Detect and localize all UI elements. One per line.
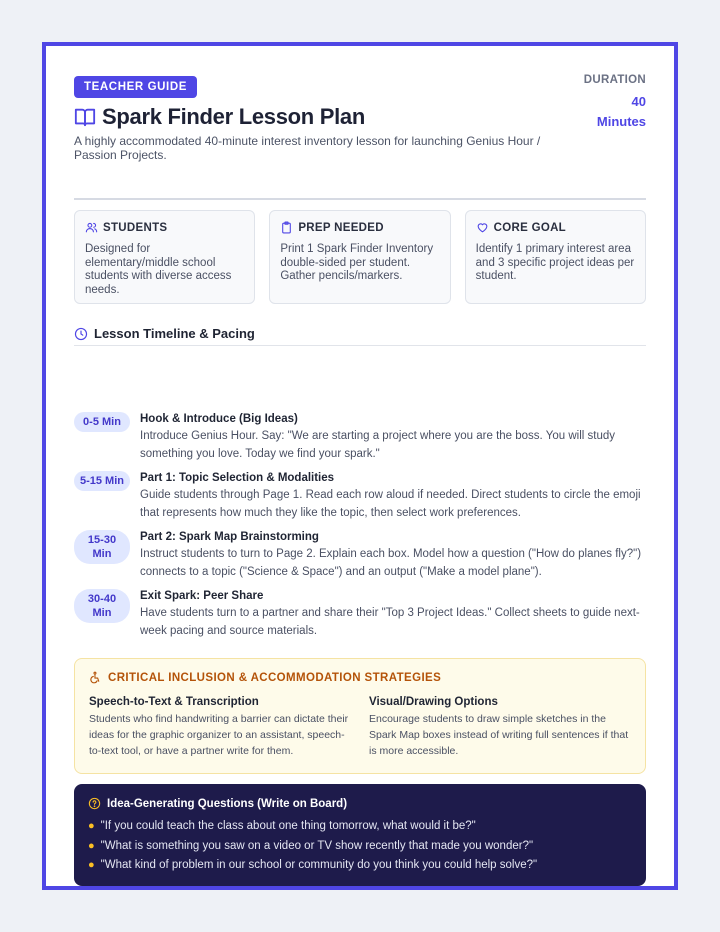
goal-card bbox=[465, 210, 646, 304]
questions-list bbox=[88, 817, 632, 876]
timeline-row-text bbox=[140, 530, 646, 581]
page-title: Spark Finder Lesson Plan bbox=[102, 104, 365, 129]
duration-block bbox=[584, 74, 646, 132]
duration-value bbox=[584, 92, 646, 132]
accommodation-heading bbox=[89, 671, 631, 684]
title-row bbox=[74, 104, 646, 130]
card-header bbox=[280, 221, 439, 234]
prep-card bbox=[269, 210, 450, 304]
info-cards bbox=[74, 210, 646, 304]
accommodation-columns bbox=[89, 696, 631, 759]
question-text: "What kind of problem in our school or community do you think you could help solve?" bbox=[100, 859, 538, 871]
question-text: "If you could teach the class about one thing tomorrow, what would it be?" bbox=[100, 820, 476, 832]
accommodation-item bbox=[369, 696, 631, 759]
time-pill: 15-30 Min bbox=[74, 530, 130, 564]
questions-panel bbox=[74, 784, 646, 886]
bullet-icon: ● bbox=[88, 859, 95, 871]
card-title: STUDENTS bbox=[103, 221, 168, 234]
question-item bbox=[88, 856, 632, 876]
card-body: Designed for elementary/middle school students with diverse access needs. bbox=[85, 243, 232, 296]
accommodation-title: Speech-to-Text & Transcription bbox=[89, 696, 259, 708]
timeline-row-text bbox=[140, 589, 646, 640]
page-content bbox=[74, 74, 646, 886]
clipboard-icon bbox=[280, 221, 293, 234]
users-icon bbox=[85, 221, 98, 234]
timeline-row-text bbox=[140, 471, 646, 522]
heart-icon bbox=[476, 221, 489, 234]
time-pill: 5-15 Min bbox=[74, 471, 130, 491]
questions-heading-label: Idea-Generating Questions (Write on Board) bbox=[107, 797, 348, 810]
question-item bbox=[88, 837, 632, 857]
clock-icon bbox=[74, 327, 88, 341]
timeline-row-desc: Have students turn to a partner and share their "Top 3 Project Ideas." Collect sheets to guide next-week pacing and source materials. bbox=[140, 607, 640, 637]
time-pill: 30-40 Min bbox=[74, 589, 130, 623]
accommodation-desc: Encourage students to draw simple sketches in the Spark Map boxes instead of writing full sentences if that is more accessible. bbox=[369, 713, 629, 757]
card-header bbox=[476, 221, 635, 234]
timeline-row-title: Hook & Introduce (Big Ideas) bbox=[140, 413, 298, 425]
timeline-row-desc: Introduce Genius Hour. Say: "We are starting a project where you are the boss. You will study something you love. Today we find your spark." bbox=[140, 430, 615, 460]
timeline-heading bbox=[74, 326, 646, 346]
timeline bbox=[74, 412, 646, 648]
time-pill: 0-5 Min bbox=[74, 412, 130, 432]
duration-label: DURATION bbox=[583, 74, 646, 86]
timeline-row bbox=[74, 412, 646, 471]
page-subtitle: A highly accommodated 40-minute interest inventory lesson for launching Genius Hour / Passion Projects. bbox=[74, 134, 541, 162]
timeline-row-desc: Guide students through Page 1. Read each row aloud if needed. Direct students to circle the emoji that represents how much they like the topic, then select work preferences. bbox=[140, 489, 641, 519]
timeline-row bbox=[74, 471, 646, 530]
questions-heading bbox=[88, 797, 632, 810]
accommodation-title: Visual/Drawing Options bbox=[369, 696, 498, 708]
duration-unit: Minutes bbox=[596, 114, 646, 129]
question-icon bbox=[88, 797, 101, 810]
timeline-row-text bbox=[140, 412, 646, 463]
accommodation-panel bbox=[74, 658, 646, 774]
accommodation-item bbox=[89, 696, 351, 759]
question-text: "What is something you saw on a video or TV show recently that made you wonder?" bbox=[100, 839, 534, 852]
header bbox=[74, 74, 646, 200]
accessibility-icon bbox=[89, 671, 102, 684]
teacher-guide-badge: TEACHER GUIDE bbox=[74, 76, 197, 98]
timeline-heading-label: Lesson Timeline & Pacing bbox=[94, 326, 255, 341]
accommodation-desc: Students who find handwriting a barrier can dictate their ideas for the graphic organizer to an assistant, speech-to-text tool, or have a partner write for them. bbox=[89, 713, 349, 757]
timeline-row-title: Part 1: Topic Selection & Modalities bbox=[140, 472, 335, 484]
card-body: Identify 1 primary interest area and 3 specific project ideas per student. bbox=[475, 243, 635, 282]
bullet-icon: ● bbox=[88, 839, 95, 852]
students-card bbox=[74, 210, 255, 304]
bullet-icon: ● bbox=[88, 820, 95, 832]
lesson-plan-page bbox=[42, 42, 678, 890]
question-item bbox=[88, 817, 632, 837]
timeline-row bbox=[74, 589, 646, 648]
card-title: PREP NEEDED bbox=[298, 221, 384, 234]
card-title: CORE GOAL bbox=[493, 221, 566, 234]
timeline-row-title: Part 2: Spark Map Brainstorming bbox=[140, 531, 319, 543]
book-icon bbox=[74, 106, 96, 128]
duration-number: 40 bbox=[631, 94, 646, 109]
timeline-row-title: Exit Spark: Peer Share bbox=[140, 590, 264, 602]
accommodation-heading-label: CRITICAL INCLUSION & ACCOMMODATION STRATEGIES bbox=[108, 671, 442, 684]
timeline-row bbox=[74, 530, 646, 589]
card-header bbox=[85, 221, 244, 234]
timeline-row-desc: Instruct students to turn to Page 2. Explain each box. Model how a question ("How do planes fly?") connects to a topic ("Science & Space") and an output ("Make a model plane"). bbox=[140, 548, 642, 578]
card-body: Print 1 Spark Finder Inventory double-sided per student. Gather pencils/markers. bbox=[280, 243, 434, 282]
